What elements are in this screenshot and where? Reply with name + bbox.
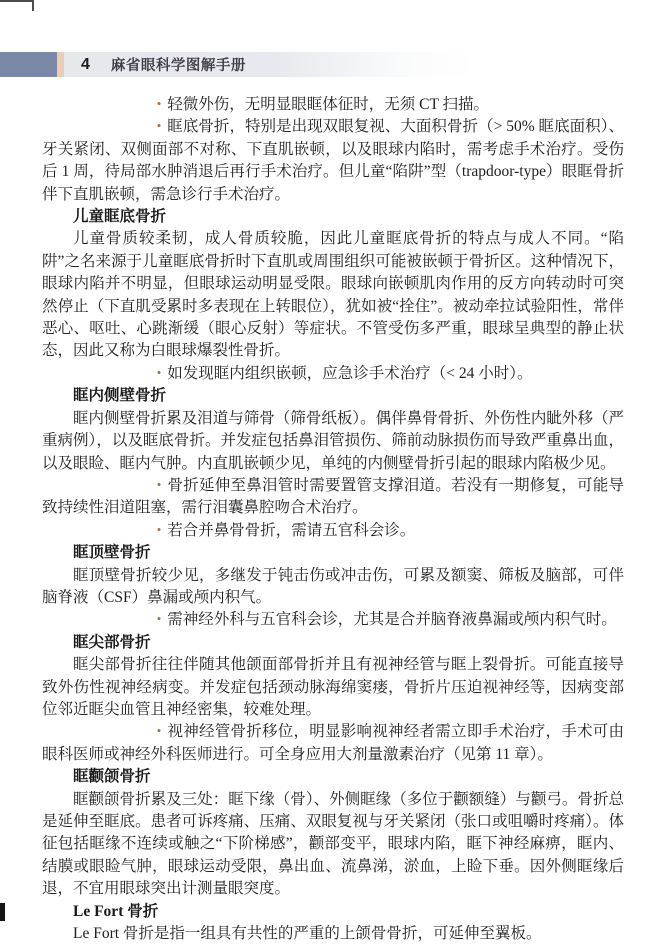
body-paragraph: 眶尖部骨折往往伴随其他颌面部骨折并且有视神经管与眶上裂骨折。可能直接导致外伤性视神经病变。并发症包括颈动脉海绵窦瘘，骨折片压迫视神经等，因病变部位邻近眶尖血管且神经密集，较难处理。 [42, 656, 624, 718]
bullet-icon: • [156, 611, 162, 627]
bullet-icon: • [156, 364, 162, 380]
scan-artifact-top-horizontal [0, 0, 34, 2]
bullet-icon: • [156, 476, 162, 492]
section-heading: 儿童眶底骨折 [73, 208, 167, 226]
bullet-text: 视神经管骨折移位，明显影响视神经者需立即手术治疗，手术可由眼科医师或神经外科医师进行。可全身应用大剂量激素治疗（见第 11 章）。 [42, 723, 624, 763]
book-title: 麻省眼科学图解手册 [110, 58, 246, 74]
bullet-text: 骨折延伸至鼻泪管时需要置管支撑泪道。若没有一期修复，可能导致持续性泪道阻塞，需行泪囊鼻腔吻合术治疗。 [42, 476, 624, 517]
section-heading: 眶顶壁骨折 [73, 544, 151, 562]
bullet-item [42, 520, 624, 542]
bullet-item [42, 475, 624, 520]
bullet-item [42, 609, 624, 631]
bullet-item [42, 94, 624, 116]
body-paragraph: Le Fort 骨折是指一组具有共性的严重的上颌骨骨折，可延伸至翼板。 [73, 925, 542, 943]
bullet-text: 若合并鼻骨骨折，需请五官科会诊。 [167, 521, 416, 539]
bullet-item [42, 721, 624, 766]
bullet-text: 如发现眶内组织嵌顿，应急诊手术治疗（< 24 小时）。 [167, 364, 533, 382]
section-heading: 眶尖部骨折 [73, 633, 151, 651]
bullet-text: 需神经外科与五官科会诊，尤其是合并脑脊液鼻漏或颅内积气时。 [167, 611, 617, 629]
bullet-icon: • [156, 723, 162, 739]
scan-artifact-top-vertical [32, 0, 34, 11]
body-paragraph: 眶内侧壁骨折累及泪道与筛骨（筛骨纸板）。偶伴鼻骨骨折、外伤性内眦外移（严重病例），以及眶底骨折。并发症包括鼻泪管损伤、筛前动脉损伤而导致严重鼻出血，以及眼睑、眶内气肿。内直肌嵌顿少见，单纯的内侧壁骨折引起的眼球内陷极少见。 [42, 409, 624, 472]
bullet-text: 轻微外伤，无明显眼眶体征时，无须 CT 扫描。 [167, 96, 490, 113]
page-number: 4 [81, 55, 90, 73]
bullet-text: 眶底骨折，特别是出现双眼复视、大面积骨折（> 50% 眶底面积）、牙关紧闭、双侧面部不对称、下直肌嵌顿，以及眼球内陷时，需考虑手术治疗。受伤后 1 周，待局部水肿消退后再行手术治疗。但儿童“陷阱”型（trapdoor-type）眼眶骨折伴下直肌嵌顿，需急诊行手术治疗。 [42, 118, 624, 203]
body-paragraph: 眶颧颌骨折累及三处：眶下缘（骨）、外侧眶缘（多位于颧额缝）与颧弓。骨折总是延伸至眶底。患者可诉疼痛、压痛、双眼复视与牙关紧闭（张口或咀嚼时疼痛）。体征包括眶缘不连续或触之“下阶梯感”，颧部变平，眼球内陷，眶下神经麻痹，眶内、结膜或眼睑气肿，眼球运动受限，鼻出血、流鼻涕，淤血，上睑下垂。因外侧眶缘后退，不宜用眼球突出计测量眼突度。 [42, 790, 624, 898]
bullet-icon: • [156, 118, 162, 134]
body-paragraph: 儿童骨质较柔韧，成人骨质较脆，因此儿童眶底骨折的特点与成人不同。“陷阱”之名来源于儿童眶底骨折时下直肌或周围组织可能被嵌顿于骨折区。这种情况下，眼球内陷并不明显，但眼球运动明显受限。眼球向嵌顿肌肉作用的反方向转动时可突然停止（下直肌受累时多表现在上转眼位），犹如被“拴住”。被动牵拉试验阳性，常伴恶心、呕吐、心跳渐缓（眼心反射）等症状。不管受伤多严重，眼球呈典型的静止状态，因此又称为白眼球爆裂性骨折。 [42, 230, 624, 360]
section-heading: 眶颧颌骨折 [73, 768, 151, 786]
page-body [42, 94, 624, 945]
section-heading: Le Fort 骨折 [73, 902, 159, 920]
bullet-icon: • [156, 96, 162, 111]
body-paragraph: 眶顶壁骨折较少见，多继发于钝击伤或冲击伤，可累及额窦、筛板及脑部，可伴脑脊液（CSF）鼻漏或颅内积气。 [42, 566, 624, 606]
page-header [0, 52, 661, 77]
section-heading: 眶内侧壁骨折 [73, 387, 167, 405]
header-accent-blue-block [0, 52, 57, 77]
bullet-icon: • [156, 521, 162, 537]
bullet-item [42, 363, 624, 385]
scan-artifact-bottom-left [0, 903, 5, 921]
bullet-item [42, 116, 624, 206]
header-accent-peach-block [57, 52, 64, 77]
